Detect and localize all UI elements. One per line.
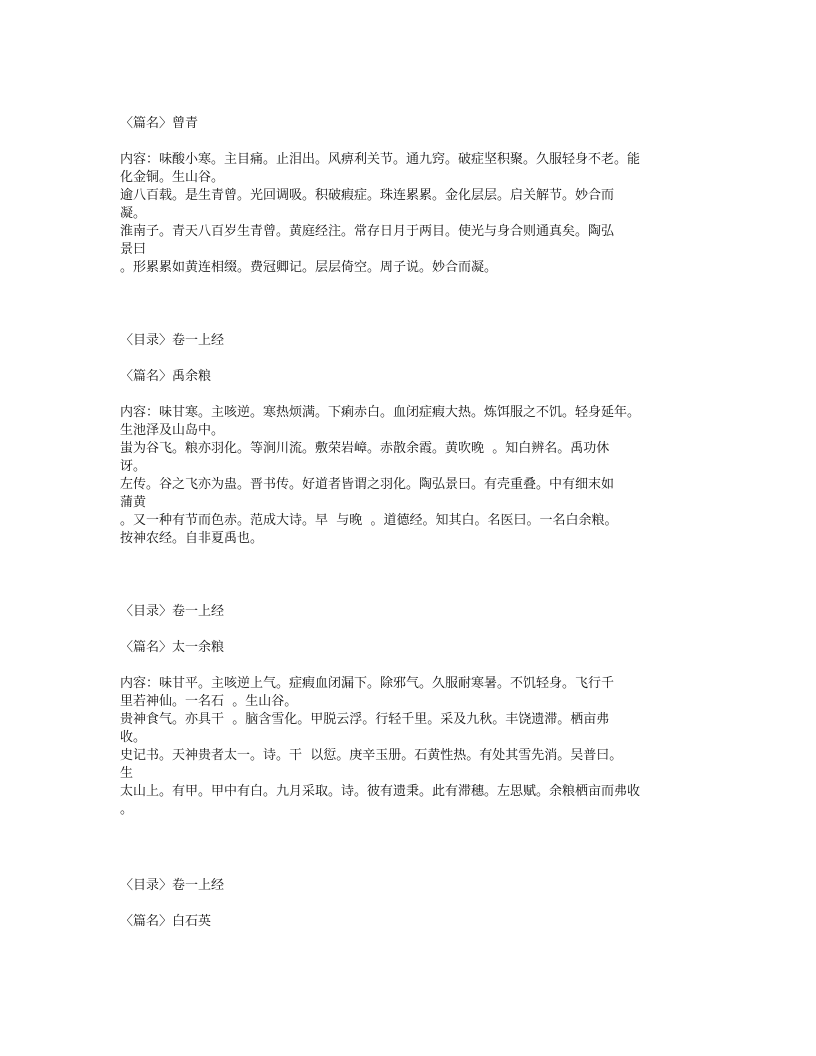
content-line: 淮南子。青天八百岁生青曾。黄庭经注。常存日月于两目。使光与身合则通真矣。陶弘 bbox=[120, 224, 615, 239]
content-line: 讶。 bbox=[120, 459, 147, 474]
content-line: 内容：味甘寒。主咳逆。寒热烦满。下痢赤白。血闭症瘕大热。炼饵服之不饥。轻身延年。 bbox=[120, 405, 641, 420]
toc-heading: 〈目录〉卷一上经 bbox=[120, 878, 225, 893]
section-title-yuyuliang: 〈篇名〉禹余粮 bbox=[120, 369, 212, 384]
content-line: 。形累累如黄连相缀。费冠卿记。层层倚空。周子说。妙合而凝。 bbox=[120, 260, 498, 275]
content-line: 收。 bbox=[120, 730, 147, 745]
content-line: 化金铜。生山谷。 bbox=[120, 170, 225, 185]
content-line: 太山上。有甲。甲中有白。九月采取。诗。彼有遗秉。此有滞穗。左思赋。余粮栖亩而弗收 bbox=[120, 784, 641, 799]
toc-heading: 〈目录〉卷一上经 bbox=[120, 333, 225, 348]
content-line: 里若神仙。一名石 。生山谷。 bbox=[120, 694, 298, 709]
content-line: 凝。 bbox=[120, 206, 147, 221]
section-title-taiyiyuliang: 〈篇名〉太一余粮 bbox=[120, 640, 225, 655]
content-line: 史记书。天神贵者太一。诗。干 以愆。庚辛玉册。石黄性热。有处其雪先消。吴普曰。 bbox=[120, 748, 623, 763]
content-line: 逾八百载。是生青曾。光回调吸。积破瘕症。珠连累累。金化层层。启关解节。妙合而 bbox=[120, 188, 615, 203]
content-line: 按神农经。自非夏禹也。 bbox=[120, 531, 264, 546]
content-line: 左传。谷之飞亦为蛊。晋书传。好道者皆谓之羽化。陶弘景曰。有壳重叠。中有细末如 bbox=[120, 477, 615, 492]
content-line: 内容：味酸小寒。主目痛。止泪出。风痹利关节。通九窍。破症坚积聚。久服轻身不老。能 bbox=[120, 152, 641, 167]
content-line: 蚩为谷飞。粮亦羽化。等涧川流。敷荣岩嶂。赤散余霞。黄吹晚 。知白辨名。禹功休 bbox=[120, 441, 610, 456]
content-line: 。又一种有节而色赤。范成大诗。早 与晚 。道德经。知其白。名医曰。一名白余粮。 bbox=[120, 513, 618, 528]
section-title-baishiying: 〈篇名〉白石英 bbox=[120, 914, 212, 929]
content-line: 内容：味甘平。主咳逆上气。症瘕血闭漏下。除邪气。久服耐寒暑。不饥轻身。飞行千 bbox=[120, 676, 615, 691]
content-line: 景曰 bbox=[120, 242, 147, 257]
content-line: 生池泽及山岛中。 bbox=[120, 423, 225, 438]
section-title-zengqing: 〈篇名〉曾青 bbox=[120, 116, 199, 131]
toc-heading: 〈目录〉卷一上经 bbox=[120, 604, 225, 619]
content-line: 蒲黄 bbox=[120, 495, 147, 510]
content-line: 贵神食气。亦具干 。脑含雪化。甲脱云浮。行轻千里。采及九秋。丰饶遗滞。栖亩弗 bbox=[120, 712, 610, 727]
content-line: 生 bbox=[120, 766, 134, 781]
content-line: 。 bbox=[120, 802, 134, 817]
